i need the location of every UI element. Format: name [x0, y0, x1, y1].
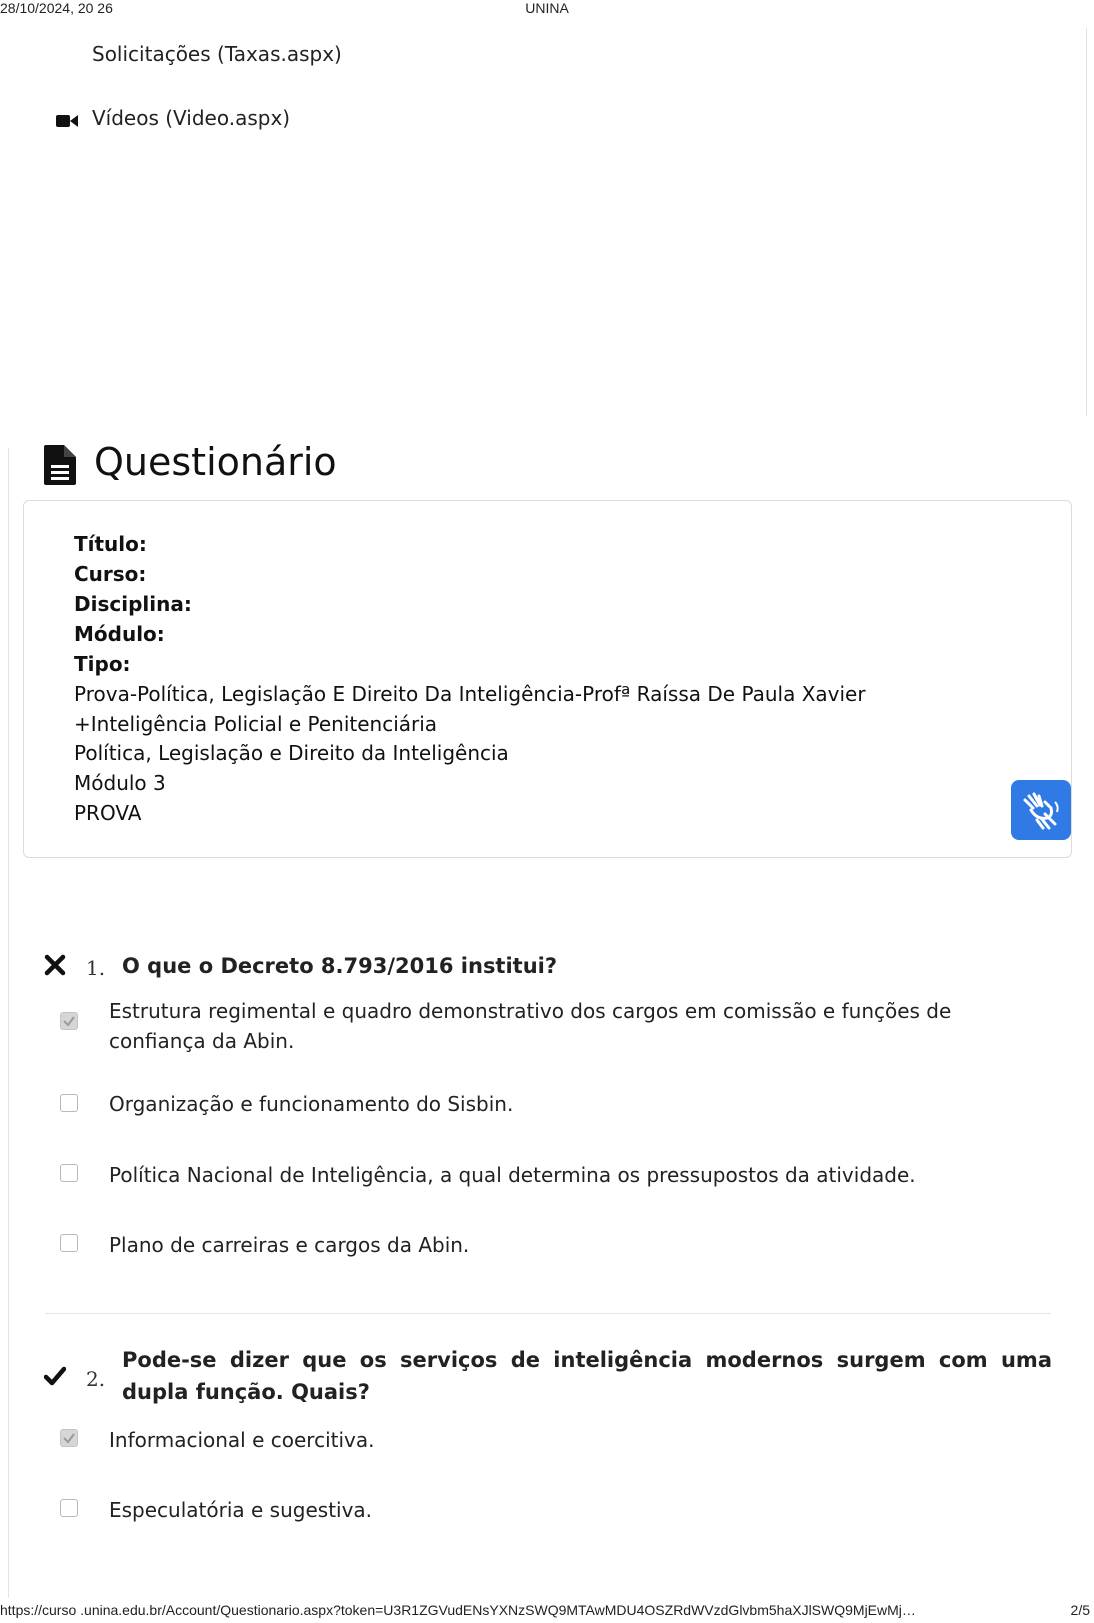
curso-label: Curso: [74, 562, 147, 586]
questionnaire-info-panel [23, 500, 1072, 858]
option-checkbox[interactable] [60, 1499, 78, 1517]
titulo-value: Prova-Política, Legislação E Direito Da Inteligência-Profª Raíssa De Paula Xavier [74, 682, 866, 706]
question-text: Pode-se dizer que os serviços de inteligência modernos surgem com uma dupla função. Quais? [122, 1348, 1052, 1404]
print-site-title: UNINA [525, 0, 569, 16]
tipo-label: Tipo: [74, 652, 131, 676]
modulo-label: Módulo: [74, 622, 165, 646]
menu-item-videos[interactable]: Vídeos (Video.aspx) [92, 106, 291, 130]
print-header [0, 0, 1094, 18]
option-text: Plano de carreiras e cargos da Abin. [109, 1233, 470, 1257]
option-checkbox[interactable] [60, 1012, 78, 1030]
option-text: Especulatória e sugestiva. [109, 1498, 373, 1522]
incorrect-x-icon [44, 954, 66, 976]
tipo-value: PROVA [74, 801, 142, 825]
print-url: https://curso .unina.edu.br/Account/Questionario.aspx?token=U3R1ZGVudENsYXNzSWQ9MTAwMDU4OSZRdWVzdGlvbm5haXJlSWQ9MjEwMj… [0, 1602, 916, 1618]
menu-item-solicitacoes[interactable]: Solicitações (Taxas.aspx) [92, 42, 342, 66]
option-checkbox[interactable] [60, 1429, 78, 1447]
option-text: Organização e funcionamento do Sisbin. [109, 1092, 514, 1116]
sign-language-hands-icon [1011, 780, 1071, 840]
question-number: 2. [86, 1367, 106, 1391]
titulo-value-cont: +Inteligência Policial e Penitenciária [74, 712, 438, 736]
print-page-number: 2/5 [1070, 1602, 1090, 1618]
question-text: O que o Decreto 8.793/2016 institui? [122, 954, 558, 978]
question-number: 1. [86, 956, 106, 980]
checkmark-icon [62, 1014, 76, 1028]
disciplina-value: Módulo 3 [74, 771, 166, 795]
option-checkbox[interactable] [60, 1094, 78, 1112]
option-text: Informacional e coercitiva. [109, 1428, 375, 1452]
sign-language-button[interactable] [1011, 780, 1071, 840]
disciplina-label: Disciplina: [74, 592, 192, 616]
page-title: Questionário [94, 440, 337, 484]
option-text: Estrutura regimental e quadro demonstrativo dos cargos em comissão e funções de confiança da Abin. [109, 999, 952, 1053]
option-checkbox[interactable] [60, 1164, 78, 1182]
option-text: Política Nacional de Inteligência, a qual determina os pressupostos da atividade. [109, 1163, 916, 1187]
correct-check-icon [44, 1365, 66, 1387]
titulo-label: Título: [74, 532, 147, 556]
option-checkbox[interactable] [60, 1234, 78, 1252]
checkmark-icon [62, 1431, 76, 1445]
print-footer [0, 1602, 1094, 1622]
question-divider [45, 1313, 1051, 1314]
curso-value: Política, Legislação e Direito da Inteligência [74, 741, 509, 765]
content-left-border [8, 448, 9, 1598]
document-icon [44, 445, 76, 485]
print-date: 28/10/2024, 20 26 [0, 0, 113, 16]
scrollbar-track [1086, 28, 1087, 416]
video-camera-icon [56, 112, 78, 130]
